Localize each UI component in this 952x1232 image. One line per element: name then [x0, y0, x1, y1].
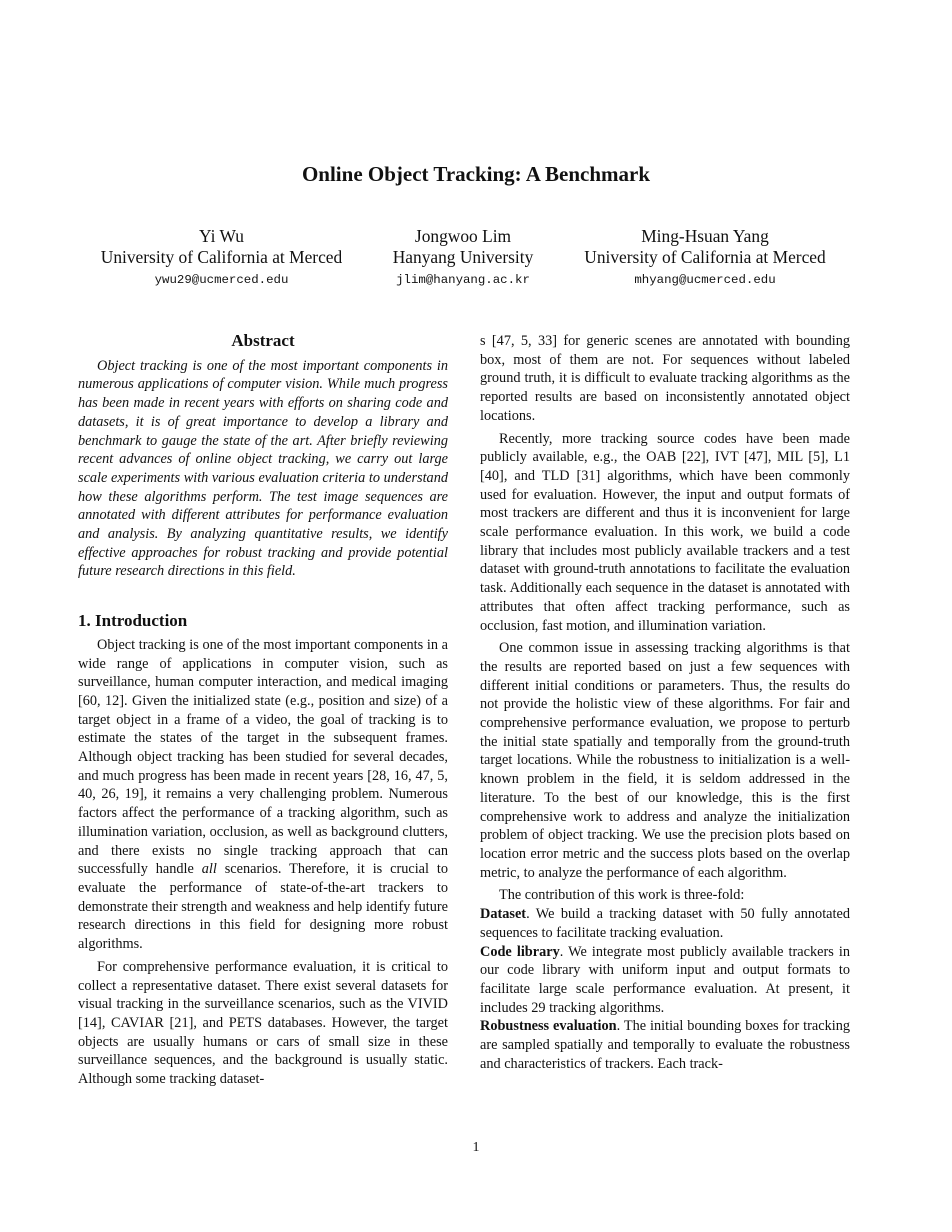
contribution-intro: The contribution of this work is three-fold: — [499, 887, 745, 904]
contribution-text: . We integrate most publicly available trackers in our code library with uniform input and output formats to facilitate large scale performance evaluation. At present, it includes 29 tracking algorithms. — [480, 943, 850, 1016]
author-affiliation: Hanyang University — [392, 247, 534, 267]
author-3 — [576, 226, 834, 290]
abstract-heading: Abstract — [231, 331, 295, 350]
contribution-robustness — [480, 1017, 850, 1073]
author-affiliation: University of California at Merced — [584, 247, 826, 267]
right-paragraph-2: Recently, more tracking source codes have been made publicly available, e.g., the OAB [22], IVT [47], MIL [5], L1 [40], and TLD [31] algorithms, which have been commonly used for evaluation. However, the input and output formats of most trackers are different and thus it is inconvenient for large scale performance evaluation. In this work, we build a code library that includes most publicly available trackers and a test dataset with ground-truth annotations to facilitate the evaluation task. Additionally each sequence in the dataset is annotated with attributes that often affect tracking performance, such as occlusion, fast motion, and illumination variation. — [480, 430, 850, 634]
author-affiliation: University of California at Merced — [100, 247, 343, 267]
author-2 — [383, 226, 543, 290]
author-1 — [93, 226, 350, 290]
author-name: Jongwoo Lim — [414, 226, 512, 246]
intro-paragraph-2: For comprehensive performance evaluation, it is critical to collect a representative dataset. There exist several datasets for visual tracking in the surveillance scenarios, such as the VIVID [14], CAVIAR [21], and PETS databases. However, the target objects are usually humans or cars of small size in these surveillance sequences, and the background is usually static. Although some tracking dataset- — [78, 958, 448, 1088]
contribution-label: Dataset — [480, 906, 527, 923]
text-run: scenarios. Therefore, it is crucial to evaluate the performance of state-of-the-art trackers to demonstrate their strength and weakness and help identify future research directions in this field for designing more robust algorithms. — [78, 861, 449, 953]
abstract-text: Object tracking is one of the most important components in numerous applications of computer vision. While much progress has been made in recent years with efforts on sharing code and datasets, it is of great importance to develop a library and benchmark to gauge the state of the art. After briefly reviewing recent advances of online object tracking, we carry out large scale experiments with various evaluation criteria to understand how these algorithms perform. The test image sequences are annotated with different attributes for performance evaluation and analysis. By analyzing quantitative results, we identify effective approaches for robust tracking and provide potential future research directions in this field. — [78, 357, 448, 580]
right-column — [480, 332, 850, 1073]
section-heading-introduction: 1. Introduction — [78, 611, 188, 631]
right-paragraph-3: One common issue in assessing tracking algorithms is that the results are reported based on just a few sequences with different initial conditions or parameters. Thus, the results do not provide the holistic view of these algorithms. For fair and comprehensive performance evaluation, we propose to perturb the initial state spatially and temporally from the ground-truth target locations. While the robustness to initialization is a well-known problem in the field, it is seldom addressed in the literature. To the best of our knowledge, this is the first comprehensive work to address and analyze the initialization problem of object tracking. We use the precision plots based on location error metric and the success plots based on the overlap metric, to analyze the performance of each algorithm. — [480, 640, 850, 881]
contribution-label: Code library — [480, 943, 560, 960]
contribution-text: . The initial bounding boxes for tracking are sampled spatially and temporally to evaluate the robustness and characteristics of trackers. Each track- — [480, 1018, 850, 1072]
contribution-code-library — [480, 943, 850, 1018]
contribution-label: Robustness evaluation — [480, 1018, 617, 1035]
author-name: Yi Wu — [199, 226, 244, 246]
page-number: 1 — [472, 1140, 480, 1155]
author-email[interactable]: jlim@hanyang.ac.kr — [396, 273, 530, 287]
right-paragraph-1: s [47, 5, 33] for generic scenes are annotated with bounding box, most of them are not. For sequences without labeled ground truth, it is difficult to evaluate tracking algorithms as the reported results are based on inconsistently annotated object locations. — [480, 333, 850, 424]
left-column — [78, 332, 448, 1089]
paper-title: Online Object Tracking: A Benchmark — [301, 162, 651, 186]
author-name: Ming-Hsuan Yang — [641, 226, 769, 246]
author-email[interactable]: ywu29@ucmerced.edu — [154, 273, 289, 287]
intro-paragraph-1 — [78, 636, 448, 954]
author-email[interactable]: mhyang@ucmerced.edu — [634, 273, 776, 287]
contribution-dataset — [480, 905, 850, 942]
contribution-text: . We build a tracking dataset with 50 fully annotated sequences to facilitate tracking evaluation. — [480, 906, 850, 941]
emphasis-text: all — [201, 861, 217, 878]
text-run: Object tracking is one of the most important components in a wide range of applications in computer vision, such as surveillance, human computer interaction, and medical imaging [60, 12]. Given the initialized state (e.g., position and size) of a target object in a frame of a video, the goal of tracking is to estimate the states of the target in the subsequent frames. Although object tracking has been studied for several decades, and much progress has been made in recent years [28, 16, 47, 5, 40, 26, 19], it remains a very challenging problem. Numerous factors affect the performance of a tracking algorithm, such as illumination variation, occlusion, as well as background clutters, and there exists no single tracking approach that can successfully handle — [78, 636, 448, 878]
